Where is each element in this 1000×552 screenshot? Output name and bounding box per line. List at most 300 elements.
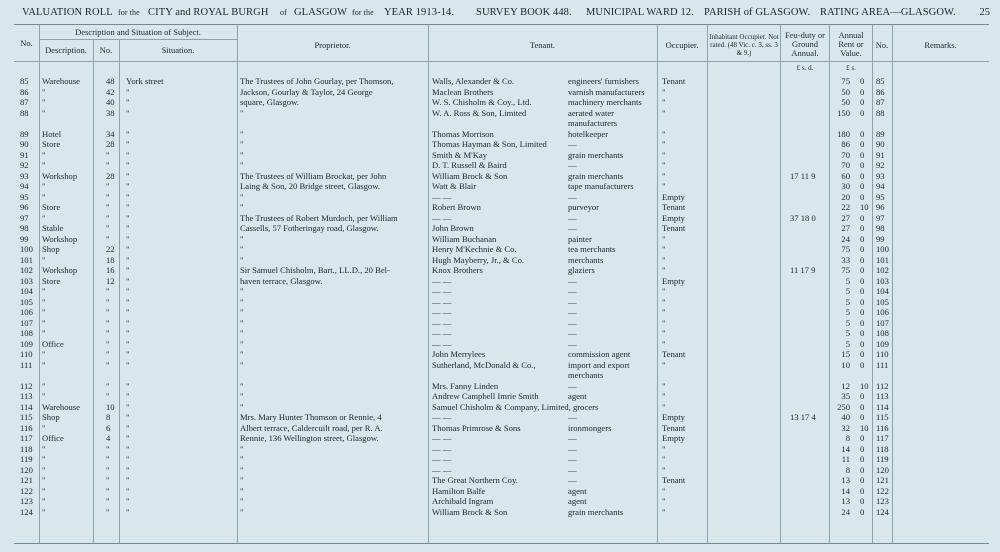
- table-row: [14, 277, 989, 286]
- cell-desc: ": [42, 506, 46, 517]
- cell-ten-b: ironmongers: [568, 422, 612, 433]
- table-row: [14, 455, 989, 464]
- cell-ten-b: engineers' furnishers: [568, 76, 639, 86]
- cell-desc: ": [42, 296, 46, 307]
- cell-feu: 11 17 9: [790, 265, 816, 275]
- cell-n2: 100: [876, 244, 889, 254]
- cell-ten-a: D. T. Russell & Baird: [432, 160, 507, 170]
- cell-n2: 101: [876, 254, 889, 265]
- table-row: [14, 371, 989, 380]
- cell-n2: 117: [876, 433, 889, 443]
- table-row: [14, 497, 989, 506]
- cell-prop: ": [240, 506, 244, 517]
- cell-ten-a: — —: [432, 317, 452, 328]
- cell-ann-s: 0: [860, 464, 865, 475]
- cell-prop: ": [240, 254, 244, 265]
- cell-ann-l: 8: [845, 464, 850, 475]
- cell-n: 95: [20, 191, 29, 202]
- table-row: [14, 214, 989, 223]
- cell-sit: ": [126, 401, 130, 412]
- cell-n: 87: [20, 97, 29, 107]
- cell-n: 96: [20, 202, 29, 212]
- table-row: [14, 151, 989, 160]
- cell-sit: ": [126, 286, 130, 296]
- parish: PARISH of GLASGOW.: [704, 7, 811, 18]
- cell-ann-s: 0: [860, 139, 865, 149]
- cell-ten-b: hotelkeeper: [568, 128, 609, 139]
- cell-ann-s: 0: [860, 107, 865, 118]
- cell-sit: ": [126, 475, 130, 485]
- cell-ten-b: manufacturers: [568, 118, 618, 128]
- cell-prop: Albert terrace, Caldercuilt road, per R. A.: [240, 422, 383, 433]
- cell-ten-b: commission agent: [568, 349, 631, 359]
- cell-ten-b: aerated water: [568, 107, 615, 118]
- cell-occ: ": [662, 254, 666, 265]
- cell-ann-l: 35: [841, 391, 850, 401]
- cell-ann-s: 0: [860, 391, 865, 401]
- cell-ten-b: painter: [568, 233, 592, 244]
- cell-n2: 108: [876, 328, 889, 338]
- page-number: 25: [979, 7, 990, 18]
- cell-ten-a: — —: [432, 328, 452, 338]
- cell-n2: 88: [876, 107, 885, 118]
- cell-ann-l: 60: [841, 170, 850, 181]
- cell-desc: Shop: [42, 244, 60, 254]
- cell-ten-b: agent: [568, 496, 587, 506]
- cell-sit: ": [126, 307, 130, 317]
- cell-ann-s: 0: [860, 128, 865, 139]
- cell-ann-l: 12: [841, 380, 850, 391]
- cell-num: ": [106, 149, 110, 160]
- cell-n2: 124: [876, 506, 889, 517]
- cell-ann-l: 5: [845, 275, 850, 286]
- cell-occ: ": [662, 443, 666, 454]
- cell-num: ": [106, 464, 110, 475]
- table-row: [14, 382, 989, 391]
- cell-n: 108: [20, 328, 33, 338]
- cell-num: 12: [106, 275, 115, 286]
- cell-prop: ": [240, 338, 244, 349]
- cell-ann-s: 0: [860, 265, 865, 275]
- cell-ten-b: agent: [568, 391, 587, 401]
- cell-desc: Shop: [42, 412, 60, 422]
- cell-ten-a: Hugh Mayberry, Jr., & Co.: [432, 254, 525, 265]
- cell-num: 10: [106, 401, 115, 412]
- cell-occ: Empty: [662, 433, 685, 443]
- cell-sit: ": [126, 212, 130, 223]
- cell-occ: ": [662, 464, 666, 475]
- cell-num: ": [106, 212, 110, 223]
- cell-ten-b: —: [568, 412, 577, 422]
- table-row: [14, 203, 989, 212]
- cell-occ: Empty: [662, 275, 685, 286]
- cell-n2: 116: [876, 422, 889, 433]
- cell-ten-b: —: [568, 317, 577, 328]
- cell-prop: ": [240, 464, 244, 475]
- cell-ten-b: —: [568, 223, 577, 233]
- cell-num: 28: [106, 139, 115, 149]
- cell-prop: Rennie, 136 Wellington street, Glasgow.: [240, 433, 379, 443]
- cell-desc: Office: [42, 338, 64, 349]
- cell-ann-l: 75: [841, 244, 850, 254]
- cell-sit: ": [126, 139, 130, 149]
- cell-prop: ": [240, 328, 244, 338]
- cell-sit: ": [126, 244, 130, 254]
- cell-n2: 104: [876, 286, 889, 296]
- cell-ten-a: — —: [432, 338, 452, 349]
- col-no2: No.: [99, 45, 113, 55]
- col-remarks: Remarks.: [924, 40, 957, 50]
- cell-desc: ": [42, 496, 46, 506]
- cell-prop: ": [240, 454, 244, 464]
- cell-n2: 114: [876, 401, 889, 412]
- cell-occ: ": [662, 170, 666, 181]
- cell-num: 28: [106, 170, 115, 181]
- cell-desc: ": [42, 191, 46, 202]
- cell-sit: ": [126, 317, 130, 328]
- cell-desc: Warehouse: [42, 76, 80, 86]
- table-row: [14, 466, 989, 475]
- cell-ten-b: purveyor: [568, 202, 600, 212]
- cell-sit: ": [126, 496, 130, 506]
- cell-prop: ": [240, 443, 244, 454]
- cell-num: 34: [106, 128, 115, 139]
- cell-prop: Sir Samuel Chisholm, Bart., LL.D., 20 Bel-: [240, 265, 390, 275]
- cell-prop: ": [240, 191, 244, 202]
- cell-num: ": [106, 475, 110, 485]
- cell-ann-s: 0: [860, 401, 865, 412]
- cell-sit: ": [126, 349, 130, 359]
- cell-num: 42: [106, 86, 115, 97]
- table-row: [14, 392, 989, 401]
- cell-prop: ": [240, 244, 244, 254]
- cell-ann-l: 24: [841, 506, 850, 517]
- table-row: [14, 319, 989, 328]
- cell-n2: 113: [876, 391, 889, 401]
- cell-desc: Workshop: [42, 170, 78, 181]
- table-row: [14, 476, 989, 485]
- cell-ten-a: Henry M'Kechnie & Co.: [432, 244, 517, 254]
- cell-prop: ": [240, 160, 244, 170]
- cell-ann-s: 0: [860, 244, 865, 254]
- cell-num: ": [106, 223, 110, 233]
- cell-ann-l: 5: [845, 328, 850, 338]
- cell-prop: haven terrace, Glasgow.: [240, 275, 323, 286]
- cell-n2: 112: [876, 380, 889, 391]
- header-title-3: CITY and ROYAL BURGH: [148, 7, 269, 18]
- cell-ten-a: Smith & M'Kay: [432, 149, 488, 160]
- cell-num: ": [106, 485, 110, 496]
- cell-ann-l: 33: [841, 254, 850, 265]
- cell-occ: ": [662, 338, 666, 349]
- table-row: [14, 182, 989, 191]
- cell-n: 106: [20, 307, 33, 317]
- col-feuduty-units: £ s. d.: [796, 64, 814, 72]
- cell-n: 92: [20, 160, 29, 170]
- cell-ten-b: grain merchants: [568, 149, 624, 160]
- cell-sit: ": [126, 170, 130, 181]
- cell-n2: 87: [876, 97, 885, 107]
- cell-ann-s: 0: [860, 506, 865, 517]
- cell-ten-a: Thomas Morrison: [432, 128, 494, 139]
- cell-n2: 95: [876, 191, 885, 202]
- cell-prop: ": [240, 296, 244, 307]
- table-row: [14, 266, 989, 275]
- cell-n: 123: [20, 496, 33, 506]
- cell-ann-s: 0: [860, 170, 865, 181]
- cell-ann-s: 0: [860, 338, 865, 349]
- cell-occ: ": [662, 160, 666, 170]
- cell-ann-l: 22: [841, 202, 850, 212]
- cell-prop: Jackson, Gourlay & Taylor, 24 George: [240, 86, 373, 97]
- col-inhabitant: Inhabitant Occupier. Not rated. (48 Vic. c. 3, ss. 3 & 9.): [709, 33, 779, 57]
- table-row: [14, 434, 989, 443]
- cell-occ: ": [662, 391, 666, 401]
- cell-ann-l: 13: [841, 475, 850, 485]
- cell-n2: 107: [876, 317, 889, 328]
- cell-ten-a: — —: [432, 212, 452, 223]
- cell-desc: ": [42, 443, 46, 454]
- cell-n: 112: [20, 380, 33, 391]
- cell-ten-a: Archibald Ingram: [432, 496, 494, 506]
- cell-sit: ": [126, 86, 130, 97]
- municipal-ward: MUNICIPAL WARD 12.: [586, 7, 694, 18]
- cell-n2: 92: [876, 160, 885, 170]
- table-row: [14, 298, 989, 307]
- cell-ten-b: —: [568, 464, 577, 475]
- cell-ten-b: —: [568, 380, 577, 391]
- cell-ten-b: agent: [568, 485, 587, 496]
- cell-occ: ": [662, 86, 666, 97]
- table-row: [14, 245, 989, 254]
- cell-sit: ": [126, 485, 130, 496]
- cell-n: 119: [20, 454, 33, 464]
- table-row: [14, 361, 989, 370]
- header-title-6: for the: [352, 8, 374, 17]
- table-row: [14, 308, 989, 317]
- cell-ann-s: 0: [860, 86, 865, 97]
- cell-ten-a: — —: [432, 443, 452, 454]
- cell-desc: ": [42, 149, 46, 160]
- cell-desc: ": [42, 107, 46, 118]
- cell-n2: 85: [876, 76, 885, 86]
- cell-occ: ": [662, 359, 666, 370]
- cell-n2: 99: [876, 233, 885, 244]
- cell-ten-b: import and export: [568, 359, 630, 370]
- col-feuduty: Feu-duty or Ground Annual.: [785, 30, 825, 58]
- cell-n: 124: [20, 506, 33, 517]
- cell-n: 107: [20, 317, 33, 328]
- cell-sit: ": [126, 181, 130, 191]
- table-row: [14, 445, 989, 454]
- cell-prop: ": [240, 202, 244, 212]
- cell-num: ": [106, 349, 110, 359]
- table-row: [14, 193, 989, 202]
- cell-prop: ": [240, 128, 244, 139]
- cell-n2: 123: [876, 496, 889, 506]
- header-title-1: VALUATION ROLL: [22, 7, 113, 18]
- cell-ten-b: —: [568, 475, 577, 485]
- cell-prop: ": [240, 139, 244, 149]
- cell-prop: ": [240, 380, 244, 391]
- cell-occ: ": [662, 506, 666, 517]
- cell-prop: square, Glasgow.: [240, 97, 299, 107]
- survey-book: SURVEY BOOK 448.: [476, 7, 572, 18]
- cell-ann-s: 0: [860, 212, 865, 223]
- cell-n2: 111: [876, 359, 889, 370]
- cell-ann-s: 0: [860, 475, 865, 485]
- cell-occ: ": [662, 97, 666, 107]
- cell-ann-l: 70: [841, 160, 850, 170]
- cell-occ: ": [662, 296, 666, 307]
- cell-prop: ": [240, 359, 244, 370]
- cell-ann-l: 50: [841, 86, 850, 97]
- cell-sit: ": [126, 454, 130, 464]
- cell-ten-a: — —: [432, 454, 452, 464]
- cell-ten-a: Samuel Chisholm & Company, Limited, grocers: [432, 401, 599, 412]
- cell-n2: 91: [876, 149, 885, 160]
- cell-occ: Empty: [662, 191, 685, 202]
- cell-ten-a: — —: [432, 296, 452, 307]
- cell-ann-l: 75: [841, 265, 850, 275]
- cell-desc: ": [42, 212, 46, 223]
- cell-n: 100: [20, 244, 33, 254]
- cell-occ: ": [662, 380, 666, 391]
- cell-desc: ": [42, 454, 46, 464]
- cell-n: 97: [20, 212, 29, 223]
- cell-sit: ": [126, 97, 130, 107]
- cell-n: 90: [20, 139, 29, 149]
- table-row: [14, 287, 989, 296]
- table-row: [14, 235, 989, 244]
- cell-n2: 121: [876, 475, 889, 485]
- cell-n: 88: [20, 107, 29, 118]
- cell-num: 8: [106, 412, 111, 422]
- cell-desc: ": [42, 380, 46, 391]
- cell-n2: 120: [876, 464, 889, 475]
- header-title-4: of: [280, 8, 287, 17]
- table-row: [14, 224, 989, 233]
- cell-feu: 37 18 0: [790, 212, 816, 223]
- cell-num: ": [106, 286, 110, 296]
- cell-ann-l: 14: [841, 443, 850, 454]
- cell-ann-l: 150: [837, 107, 850, 118]
- cell-num: ": [106, 443, 110, 454]
- cell-num: ": [106, 391, 110, 401]
- cell-sit: ": [126, 191, 130, 202]
- cell-ann-l: 5: [845, 286, 850, 296]
- cell-ten-b: merchants: [568, 254, 604, 265]
- cell-n2: 96: [876, 202, 885, 212]
- cell-ten-b: —: [568, 139, 577, 149]
- cell-ann-s: 0: [860, 76, 865, 86]
- cell-num: ": [106, 191, 110, 202]
- cell-occ: ": [662, 244, 666, 254]
- cell-ann-l: 5: [845, 338, 850, 349]
- cell-n2: 109: [876, 338, 889, 349]
- cell-sit: ": [126, 433, 130, 443]
- cell-occ: ": [662, 401, 666, 412]
- cell-sit: ": [126, 422, 130, 433]
- cell-num: ": [106, 296, 110, 307]
- cell-occ: ": [662, 128, 666, 139]
- cell-num: ": [106, 454, 110, 464]
- cell-ann-s: 0: [860, 149, 865, 160]
- cell-n: 109: [20, 338, 33, 349]
- cell-n: 91: [20, 149, 29, 160]
- cell-sit: ": [126, 275, 130, 286]
- cell-prop: ": [240, 233, 244, 244]
- cell-ten-a: W. A. Ross & Son, Limited: [432, 107, 527, 118]
- cell-ten-b: grain merchants: [568, 506, 624, 517]
- valuation-table: [14, 24, 989, 544]
- cell-prop: ": [240, 149, 244, 160]
- cell-n: 89: [20, 128, 29, 139]
- cell-desc: ": [42, 359, 46, 370]
- cell-occ: ": [662, 107, 666, 118]
- cell-ann-s: 0: [860, 433, 865, 443]
- cell-occ: ": [662, 307, 666, 317]
- table-row: [14, 329, 989, 338]
- cell-sit: ": [126, 202, 130, 212]
- cell-sit: ": [126, 412, 130, 422]
- cell-sit: ": [126, 160, 130, 170]
- cell-ten-b: —: [568, 212, 577, 223]
- cell-desc: Store: [42, 275, 61, 286]
- table-row: [14, 403, 989, 412]
- cell-ten-a: — —: [432, 433, 452, 443]
- cell-desc: Stable: [42, 223, 64, 233]
- cell-desc: ": [42, 328, 46, 338]
- cell-ten-a: Hamilton Balfe: [432, 485, 486, 496]
- cell-prop: The Trustees of John Gourlay, per Thomson,: [240, 76, 394, 86]
- cell-prop: ": [240, 496, 244, 506]
- cell-n: 99: [20, 233, 29, 244]
- cell-n2: 106: [876, 307, 889, 317]
- cell-ann-s: 0: [860, 296, 865, 307]
- cell-ten-a: Thomas Hayman & Son, Limited: [432, 139, 547, 149]
- cell-occ: ": [662, 139, 666, 149]
- cell-prop: Mrs. Mary Hunter Thomson or Rennie, 4: [240, 412, 382, 422]
- cell-num: ": [106, 359, 110, 370]
- cell-ten-a: Andrew Campbell Imrie Smith: [432, 391, 539, 401]
- cell-ann-s: 10: [860, 380, 869, 391]
- cell-ann-s: 0: [860, 307, 865, 317]
- cell-ann-s: 0: [860, 97, 865, 107]
- cell-sit: ": [126, 296, 130, 307]
- cell-ann-l: 20: [841, 191, 850, 202]
- header-title-2: for the: [118, 8, 140, 17]
- cell-ten-a: Mrs. Fanny Linden: [432, 380, 499, 391]
- cell-desc: ": [42, 181, 46, 191]
- cell-n: 116: [20, 422, 33, 433]
- cell-n: 94: [20, 181, 29, 191]
- cell-n2: 103: [876, 275, 889, 286]
- cell-ann-s: 0: [860, 191, 865, 202]
- cell-num: ": [106, 317, 110, 328]
- cell-ann-s: 0: [860, 412, 865, 422]
- cell-desc: ": [42, 485, 46, 496]
- cell-n2: 89: [876, 128, 885, 139]
- cell-sit: ": [126, 380, 130, 391]
- cell-ten-a: Watt & Blair: [432, 181, 477, 191]
- cell-ten-a: Robert Brown: [432, 202, 481, 212]
- cell-ann-l: 50: [841, 97, 850, 107]
- cell-n: 117: [20, 433, 33, 443]
- cell-ann-l: 5: [845, 317, 850, 328]
- col-description: Description.: [45, 45, 87, 55]
- cell-n2: 118: [876, 443, 889, 454]
